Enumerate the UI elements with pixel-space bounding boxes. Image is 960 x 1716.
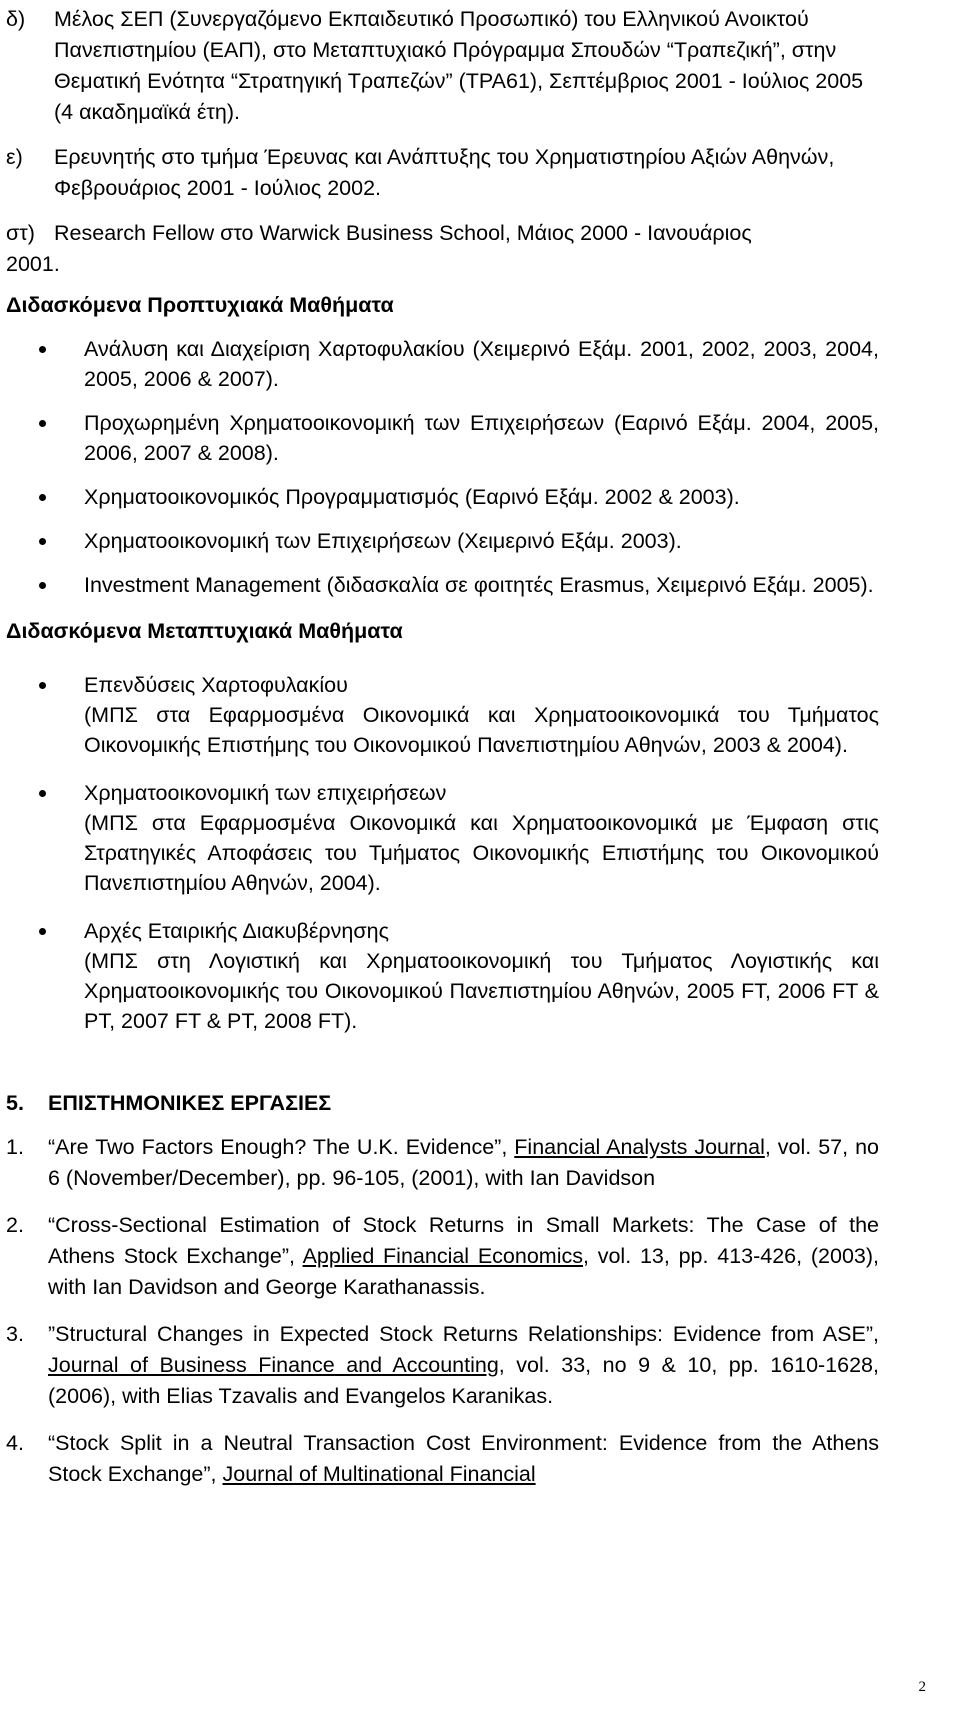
postgrad-heading: Διδασκόμενα Μεταπτυχιακά Μαθήματα [6,619,403,643]
publication-item [6,1210,879,1303]
position-item [6,142,879,204]
item-label: στ) [6,221,35,245]
publication-title: ”Structural Changes in Expected Stock Returns Relationships: Evidence from ASE”, [48,1322,879,1346]
course-text: Investment Management (διδασκαλία σε φοιτητές Erasmus, Χειμερινό Εξάμ. 2005). [84,573,874,597]
undergrad-heading: Διδασκόμενα Προπτυχιακά Μαθήματα [6,293,394,317]
course-title: Χρηματοοικονομική των επιχειρήσεων [84,781,447,805]
course-item [6,570,879,600]
publication-number: 3. [6,1322,24,1346]
bullet-icon [6,334,84,394]
undergrad-course-list [6,334,879,600]
item-label: δ) [6,7,26,31]
position-item [6,4,879,128]
publication-item [6,1132,879,1194]
course-item [6,916,879,1036]
course-detail: (ΜΠΣ στα Εφαρμοσμένα Οικονομικά και Χρηματοοικονομικά του Τμήματος Οικονομικής Επιστήμης του Οικονομικού Πανεπιστημίου Αθηνών, 2003 & 2004). [84,703,879,757]
course-item [6,408,879,468]
publication-details: , vol. 33, no 9 & 10, pp. 1610-1628, (2006), with Elias Tzavalis and Evangelos Karanikas. [48,1353,879,1408]
bullet-icon [6,408,84,468]
course-block [84,916,879,1036]
bullet-icon [6,778,84,898]
publication-journal: Journal of Multinational Financial [222,1462,536,1486]
bullet-icon [6,670,84,760]
course-block [84,670,879,760]
publication-journal: Applied Financial Economics [302,1244,583,1268]
publication-journal: Financial Analysts Journal [514,1135,765,1159]
publication-number: 1. [6,1135,24,1159]
page-number: 2 [918,1679,926,1695]
publication-item [6,1319,879,1412]
course-item [6,334,879,394]
publication-title: “Are Two Factors Enough? The U.K. Evidence”, [48,1135,508,1159]
course-detail: (ΜΠΣ στα Εφαρμοσμένα Οικονομικά και Χρηματοοικονομικά με Έμφαση στις Στρατηγικές Αποφάσεις του Τμήματος Οικονομικής Επιστήμης του Οικονομικού Πανεπιστημίου Αθηνών, 2004). [84,811,879,895]
publication-title: “Cross-Sectional Estimation of Stock Returns in Small Markets: The Case of the Athens Stock Exchange”, [48,1213,879,1268]
item-text-wrapper [6,218,879,280]
bullet-icon [6,526,84,556]
publication-text [48,1210,879,1303]
bullet-icon [6,916,84,1036]
item-text: Ερευνητής στο τμήμα Έρευνας και Ανάπτυξης του Χρηματιστηρίου Αξιών Αθηνών, Φεβρουάριος 2001 - Ιούλιος 2002. [54,145,835,200]
course-block [84,778,879,898]
publication-journal: Journal of Business Finance and Accounting [48,1353,499,1377]
position-item [6,218,879,280]
course-text: Χρηματοοικονομική των Επιχειρήσεων (Χειμερινό Εξάμ. 2003). [84,529,682,553]
publication-number: 4. [6,1431,24,1455]
section-title: ΕΠΙΣΤΗΜΟΝΙΚΕΣ ΕΡΓΑΣΙΕΣ [48,1091,332,1115]
postgrad-course-list [6,670,879,1036]
course-title: Αρχές Εταιρικής Διακυβέρνησης [84,919,389,943]
course-text: Ανάλυση και Διαχείριση Χαρτοφυλακίου (Χειμερινό Εξάμ. 2001, 2002, 2003, 2004, 2005, 2006 & 2007). [84,337,879,391]
item-text-tail: 2001. [6,252,60,276]
publication-list [6,1132,879,1490]
item-text: Research Fellow στο Warwick Business School, Μάιος 2000 - Ιανουάριος [54,221,752,245]
bullet-icon [6,482,84,512]
course-item [6,482,879,512]
publication-title: “Stock Split in a Neutral Transaction Cost Environment: Evidence from the Athens Stock Exchange”, [48,1431,879,1486]
bullet-icon [6,570,84,600]
course-text: Χρηματοοικονομικός Προγραμματισμός (Εαρινό Εξάμ. 2002 & 2003). [84,485,740,509]
course-item [6,670,879,760]
item-label: ε) [6,145,23,169]
publication-item [6,1428,879,1490]
publication-details: , vol. 13, pp. 413-426, (2003), with Ian Davidson and George Karathanassis. [48,1244,879,1299]
course-item [6,778,879,898]
course-text: Προχωρημένη Χρηματοοικονομική των Επιχειρήσεων (Εαρινό Εξάμ. 2004, 2005, 2006, 2007 & 2008). [84,411,879,465]
course-title: Επενδύσεις Χαρτοφυλακίου [84,673,348,697]
section-number: 5. [6,1091,24,1115]
publication-text [48,1132,879,1194]
document-page [6,4,879,1490]
course-detail: (ΜΠΣ στη Λογιστική και Χρηματοοικονομική του Τμήματος Λογιστικής και Χρηματοοικονομικής του Οικονομικού Πανεπιστημίου Αθηνών, 2005 FT, 2006 FT & PT, 2007 FT & PT, 2008 FT). [84,949,879,1033]
item-text: Μέλος ΣΕΠ (Συνεργαζόμενο Εκπαιδευτικό Προσωπικό) του Ελληνικού Ανοικτού Πανεπιστημίου (ΕΑΠ), στο Μεταπτυχιακό Πρόγραμμα Σπουδών “Τραπεζική”, στην Θεματική Ενότητα “Στρατηγική Τραπεζών” (ΤΡΑ61), Σεπτέμβριος 2001 - Ιούλιος 2005 (4 ακαδημαϊκά έτη). [54,7,864,124]
publication-details: , vol. 57, no 6 (November/December), pp. 96-105, (2001), with Ian Davidson [48,1135,880,1190]
course-item [6,526,879,556]
publication-text [48,1428,879,1490]
publication-number: 2. [6,1213,24,1237]
section-heading [6,1088,879,1118]
publication-text [48,1319,879,1412]
